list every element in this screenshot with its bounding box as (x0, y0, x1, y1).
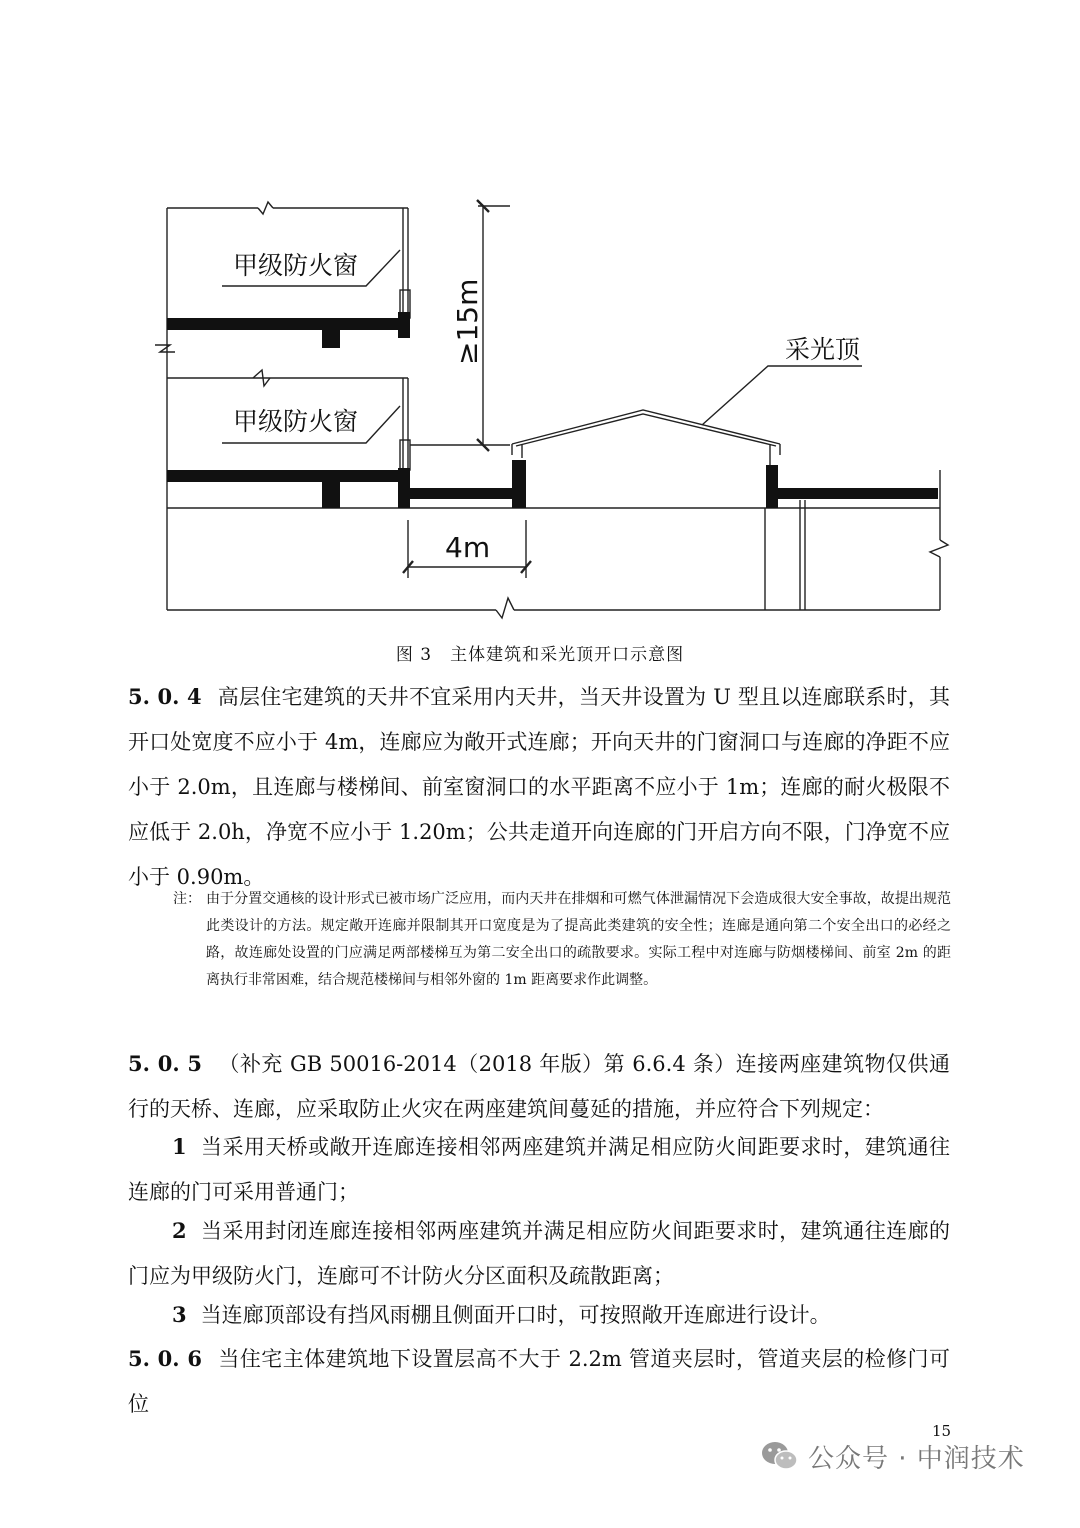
clause-number: 5. 0. 5 (128, 1051, 203, 1076)
clause-text: （补充 GB 50016-2014（2018 年版）第 6.6.4 条）连接两座建筑物仅供通行的天桥、连廊，应采取防止火灾在两座建筑间蔓延的措施，并应符合下列规定： (128, 1052, 950, 1121)
label-width-dim: 4m (445, 531, 491, 564)
figure-caption: 图 3 主体建筑和采光顶开口示意图 (395, 645, 685, 665)
note-prefix: 注： (173, 891, 201, 907)
item-number: 1 (172, 1134, 187, 1159)
clause-5-0-5 (128, 1041, 950, 1132)
clause-number: 5. 0. 4 (128, 684, 202, 709)
item-text: 当采用天桥或敞开连廊连接相邻两座建筑并满足相应防火间距要求时，建筑通往连廊的门可采用普通门； (128, 1135, 950, 1204)
lower-floor-slab (167, 470, 409, 482)
clause-5-0-6 (128, 1336, 950, 1427)
list-item (128, 1208, 950, 1299)
watermark-text: 公众号 · 中润技术 (808, 1443, 1025, 1474)
label-window-lower: 甲级防火窗 (233, 407, 359, 436)
clause-5-0-4 (128, 674, 950, 900)
list-item (128, 1292, 950, 1338)
item-number: 2 (172, 1218, 187, 1243)
clause-note (173, 886, 951, 994)
note-text: 由于分置交通核的设计形式已被市场广泛应用，而内天井在排烟和可燃气体泄漏情况下会造成很大安全事故，故提出规范此类设计的方法。规定敞开连廊并限制其开口宽度是为了提高此类建筑的安全性；连廊是通向第二个安全出口的必经之路，故连廊处设置的门应满足两部楼梯互为第二安全出口的疏散要求。实际工程中对连廊与防烟楼梯间、前室 2m 的距离执行非常困难，结合规范楼梯间与相邻外窗的 1m 距离要求作此调整。 (206, 891, 951, 988)
page-number: 15 (932, 1422, 952, 1440)
watermark (760, 1434, 1025, 1478)
list-item (128, 1124, 950, 1215)
item-text: 当连廊顶部设有挡风雨棚且侧面开口时，可按照敞开连廊进行设计。 (200, 1303, 831, 1327)
leader-skylight (702, 366, 862, 425)
section-drawing (0, 0, 1080, 640)
corridor-slab (408, 488, 526, 499)
clause-text: 当住宅主体建筑地下设置层高不大于 2.2m 管道夹层时，管道夹层的检修门可位 (128, 1347, 950, 1416)
clause-text: 高层住宅建筑的天井不宜采用内天井，当天井设置为 U 型且以连廊联系时，其开口处宽度不应小于 4m，连廊应为敞开式连廊；开向天井的门窗洞口与连廊的净距不应小于 2.0m，且连廊与楼梯间、前室窗洞口的水平距离不应小于 1m；连廊的耐火极限不应低于 2.0h，净宽不应小于 1.20m；公共走道开向连廊的门开启方向不限，门净宽不应小于 0.90m。 (128, 685, 950, 889)
upper-floor-slab (167, 318, 409, 330)
label-window-upper: 甲级防火窗 (233, 251, 359, 280)
label-skylight: 采光顶 (785, 335, 861, 364)
wechat-icon (760, 1439, 800, 1473)
adjacent-building-slab (778, 488, 938, 499)
label-height-dim: ≥15m (451, 278, 484, 365)
clause-number: 5. 0. 6 (128, 1346, 202, 1371)
item-number: 3 (172, 1302, 187, 1327)
item-text: 当采用封闭连廊连接相邻两座建筑并满足相应防火间距要求时，建筑通往连廊的门应为甲级防火门，连廊可不计防火分区面积及疏散距离； (128, 1219, 950, 1288)
